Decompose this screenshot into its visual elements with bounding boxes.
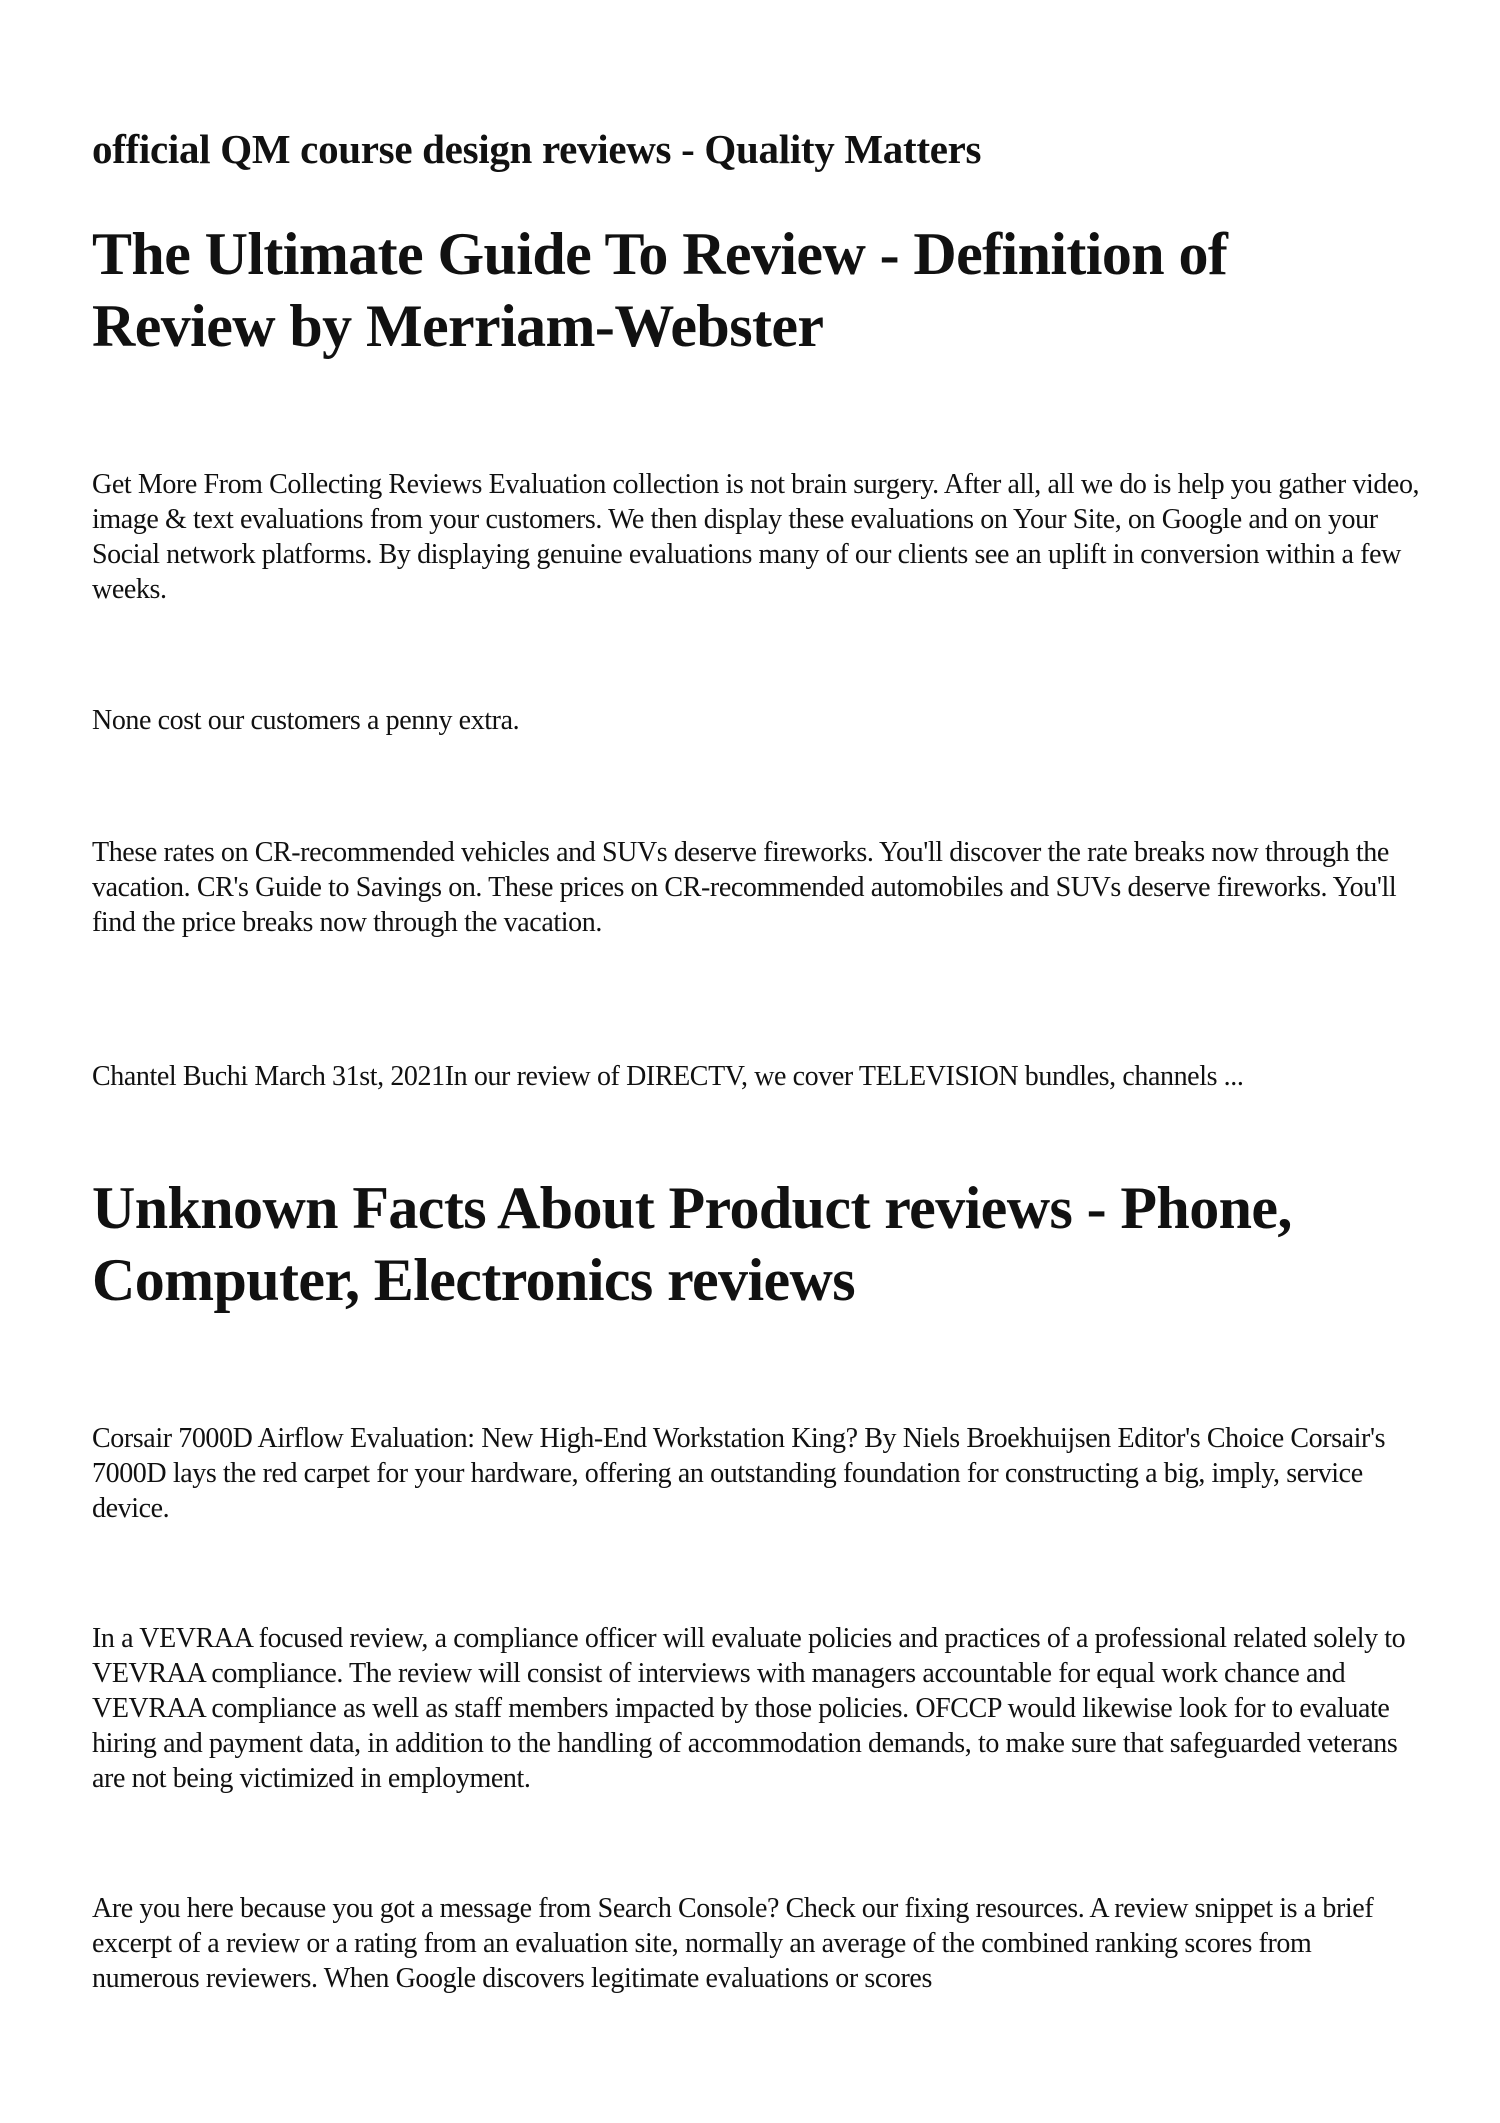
section-heading-review-guide: The Ultimate Guide To Review - Definition of Review by Merriam-Webster bbox=[92, 221, 1228, 359]
paragraph-vevraa-review: In a VEVRAA focused review, a compliance officer will evaluate policies and practices of a professional related solely to VEVRAA compliance. The review will consist of interviews with managers accountable for equal work chance and VEVRAA compliance as well as staff members impacted by those policies. OFCCP would likewise look for to evaluate hiring and payment data, in addition to the handling of accommodation demands, to make sure that safeguarded veterans are not being victimized in employment. bbox=[92, 1623, 1406, 1794]
section-heading-product-reviews: Unknown Facts About Product reviews - Phone, Computer, Electronics reviews bbox=[92, 1175, 1292, 1313]
paragraph-directv-review: Chantel Buchi March 31st, 2021In our review of DIRECTV, we cover TELEVISION bundles, channels ... bbox=[92, 1061, 1244, 1092]
paragraph-collecting-reviews: Get More From Collecting Reviews Evaluation collection is not brain surgery. After all, all we do is help you gather video, image & text evaluations from your customers. We then display these evaluations on Your Site, on Google and on your Social network platforms. By displaying genuine evaluations many of our clients see an uplift in conversion within a few weeks. bbox=[92, 469, 1420, 605]
paragraph-penny-extra: None cost our customers a penny extra. bbox=[92, 705, 520, 736]
document-page bbox=[92, 0, 1422, 2123]
site-title: official QM course design reviews - Quality Matters bbox=[92, 126, 982, 172]
paragraph-review-snippet: Are you here because you got a message from Search Console? Check our fixing resources. A review snippet is a brief excerpt of a review or a rating from an evaluation site, normally an average of the combined ranking scores from numerous reviewers. When Google discovers legitimate evaluations or scores bbox=[92, 1893, 1374, 1994]
paragraph-cr-rates: These rates on CR-recommended vehicles and SUVs deserve fireworks. You'll discover the rate breaks now through the vacation. CR's Guide to Savings on. These prices on CR-recommended automobiles and SUVs deserve fireworks. You'll find the price breaks now through the vacation. bbox=[92, 837, 1397, 938]
paragraph-corsair-review: Corsair 7000D Airflow Evaluation: New High-End Workstation King? By Niels Broekhuijsen Editor's Choice Corsair's 7000D lays the red carpet for your hardware, offering an outstanding foundation for constructing a big, imply, service device. bbox=[92, 1423, 1386, 1524]
